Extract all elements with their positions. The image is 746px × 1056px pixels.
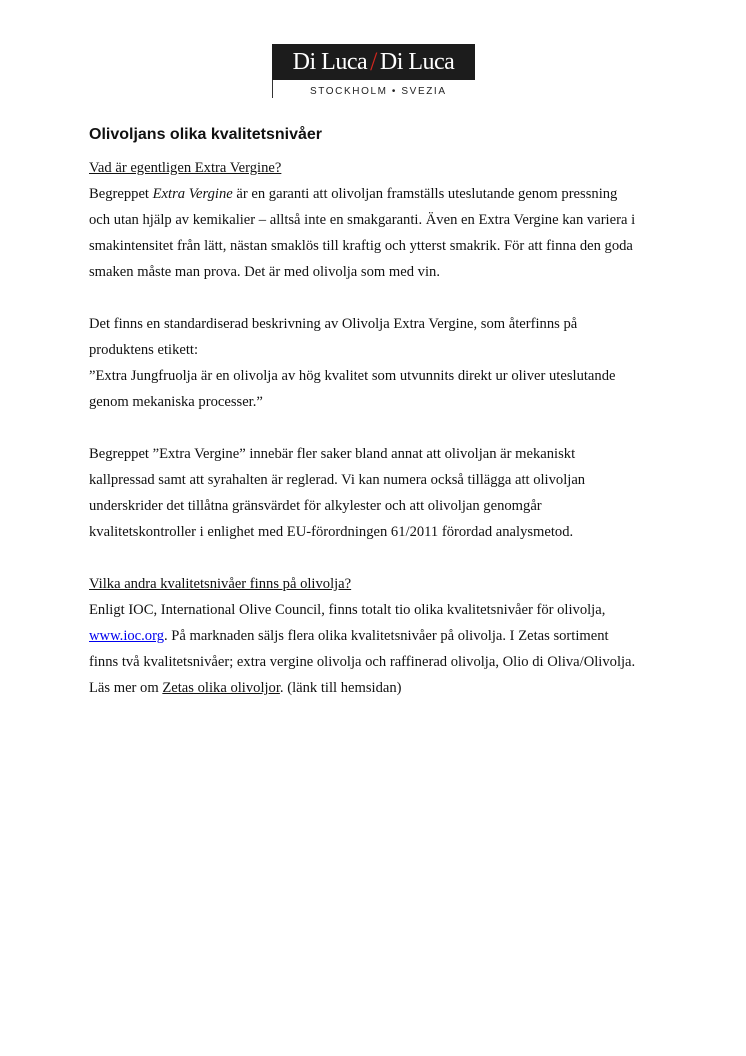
quote-line: genom mekaniska processer.”	[89, 394, 263, 410]
text-run: är en garanti att olivoljan framställs uteslutande genom pressning	[232, 186, 618, 202]
brand-logo	[272, 44, 475, 80]
text-run: Läs mer om	[89, 680, 163, 696]
paragraph-line: och utan hjälp av kemikalier – alltså inte en smakgaranti. Även en Extra Vergine kan variera i	[89, 212, 636, 228]
paragraph-line: kvalitetskontroller i enlighet med EU-förordningen 61/2011 förordad analysmetod.	[89, 524, 574, 540]
section-title-quality-levels: Vilka andra kvalitetsnivåer finns på olivolja?	[89, 576, 352, 592]
paragraph-line	[89, 675, 664, 701]
section-title-extra-vergine: Vad är egentligen Extra Vergine?	[89, 160, 282, 176]
paragraph-line: produktens etikett:	[89, 342, 199, 358]
paragraph-line: smaken måste man prova. Det är med olivolja som med vin.	[89, 264, 440, 280]
paragraph-line: smakintensitet från lätt, nästan smaklös till kraftig och ytterst smakrik. För att finna den goda	[89, 238, 633, 254]
zeta-oils-link[interactable]: Zetas olika olivoljor	[162, 680, 280, 696]
text-run: . (länk till hemsidan)	[279, 680, 402, 696]
logo-divider	[272, 80, 273, 98]
paragraph-line: underskrider det tillåtna gränsvärdet för alkylester och att olivoljan genomgår	[89, 498, 542, 514]
quote-line: ”Extra Jungfruolja är en olivolja av hög kvalitet som utvunnits direkt ur oliver uteslutande	[89, 368, 616, 384]
logo-text-right: Di Luca	[379, 48, 455, 75]
paragraph-line: Enligt IOC, International Olive Council, finns totalt tio olika kvalitetsnivåer för olivolja,	[89, 602, 606, 618]
paragraph-line	[89, 623, 664, 649]
paragraph-line: Begreppet ”Extra Vergine” innebär fler saker bland annat att olivoljan är mekaniskt	[89, 446, 576, 462]
text-run: Begreppet	[89, 186, 153, 202]
emphasis-text: Extra Vergine	[152, 186, 233, 202]
logo-slash: /	[370, 47, 377, 76]
paragraph-line: kallpressad samt att syrahalten är reglerad. Vi kan numera också tillägga att olivoljan	[89, 472, 586, 488]
page-title: Olivoljans olika kvalitetsnivåer	[89, 126, 322, 143]
document-body	[89, 155, 664, 701]
paragraph-line: Det finns en standardiserad beskrivning av Olivolja Extra Vergine, som återfinns på	[89, 316, 578, 332]
paragraph-line: finns två kvalitetsnivåer; extra vergine olivolja och raffinerad olivolja, Olio di Oliva/Olivolja.	[89, 654, 636, 670]
spacer	[89, 285, 664, 311]
logo-subtitle: STOCKHOLM • SVEZIA	[310, 86, 447, 97]
paragraph-line	[89, 181, 664, 207]
spacer	[89, 415, 664, 441]
spacer	[89, 545, 664, 571]
text-run: . På marknaden säljs flera olika kvalitetsnivåer på olivolja. I Zetas sortiment	[164, 628, 609, 644]
ioc-link[interactable]: www.ioc.org	[89, 628, 164, 644]
logo-text-left: Di Luca	[292, 48, 368, 75]
